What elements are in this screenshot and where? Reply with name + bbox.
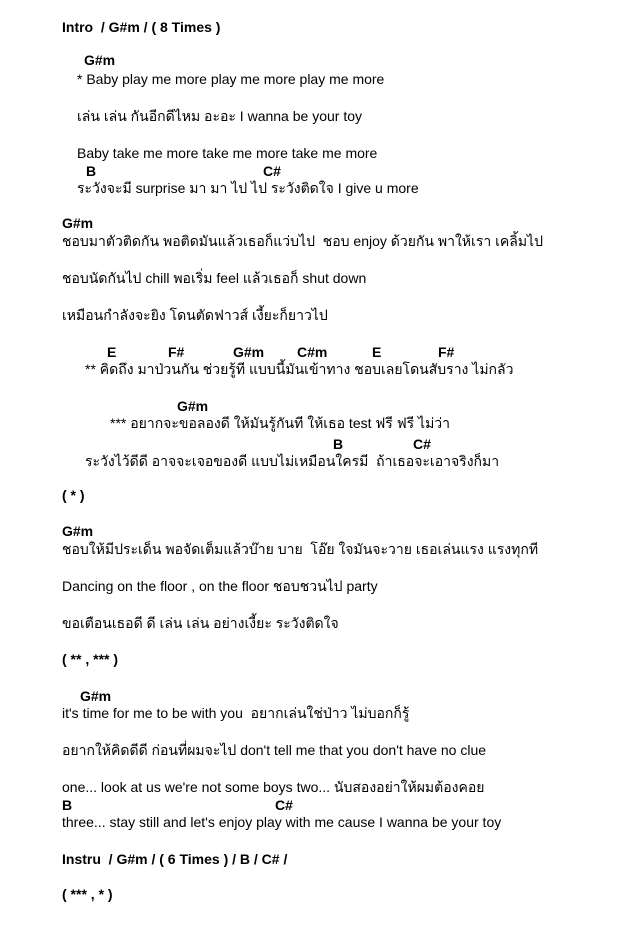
lyric-line: one... look at us we're not some boys two... นับสองอย่าให้ผมต้องคอย <box>62 779 485 795</box>
chord-label: G#m <box>233 344 265 360</box>
chord-row <box>0 688 620 705</box>
chord-row <box>0 215 620 232</box>
section-heading: Intro / G#m / ( 8 Times ) <box>62 19 221 35</box>
chord-label: B <box>333 436 344 452</box>
lyric-line: three... stay still and let's enjoy play with me cause I wanna be your toy <box>62 814 502 830</box>
chord-label: C# <box>263 163 281 179</box>
chord-row <box>0 436 620 453</box>
lyric-line: ระวังจะมี surprise มา มา ไป ไป ระวังติดใจ I give u more <box>77 180 419 196</box>
chord-label: E <box>372 344 382 360</box>
lyric-line: ระวังไว้ดีดี อาจจะเจอของดี แบบไม่เหมือนใครมี ถ้าเธอจะเอาจริงก็มา <box>85 453 500 469</box>
lyric-line: ชอบนัดกันไป chill พอเริ่ม feel แล้วเธอก็ shut down <box>62 270 367 286</box>
chord-label: G#m <box>62 523 94 539</box>
lyric-line: * Baby play me more play me more play me more <box>77 71 385 87</box>
lyric-line: เหมือนกำลังจะยิง โดนตัดฟาวส์ เงี้ยะก็ยาวไป <box>62 307 328 323</box>
lyric-line: Dancing on the floor , on the floor ชอบชวนไป party <box>62 578 378 594</box>
chord-label: C# <box>275 797 293 813</box>
chord-label: G#m <box>84 52 116 68</box>
chord-row <box>0 52 620 69</box>
lyric-line: เล่น เล่น กันอีกดีไหม อะอะ I wanna be your toy <box>77 108 362 124</box>
chord-label: G#m <box>62 215 94 231</box>
chord-label: B <box>86 163 97 179</box>
section-heading: ( *** , * ) <box>62 886 113 902</box>
chord-label: C#m <box>297 344 328 360</box>
chord-label: F# <box>438 344 455 360</box>
chord-row <box>0 797 620 814</box>
chord-label: F# <box>168 344 185 360</box>
lyric-line: *** อยากจะขอลองดี ให้มันรู้กันที ให้เธอ test ฟรี ฟรี ไม่ว่า <box>110 415 451 431</box>
section-heading: Instru / G#m / ( 6 Times ) / B / C# / <box>62 851 288 867</box>
chord-row <box>0 523 620 540</box>
lyric-line: ชอบมาตัวติดกัน พอติดมันแล้วเธอก็แว่บไป ชอบ enjoy ด้วยกัน พาให้เรา เคลิ้มไป <box>62 233 543 249</box>
chord-label: C# <box>413 436 431 452</box>
lyric-line: ชอบให้มีประเด็น พอจัดเต็มแล้วบ๊าย บาย โอ๊ย ใจมันจะวาย เธอเล่นแรง แรงทุกที <box>62 541 539 557</box>
lyric-line: Baby take me more take me more take me more <box>77 145 378 161</box>
chord-label: G#m <box>80 688 112 704</box>
chord-row <box>0 163 620 180</box>
chord-row <box>0 344 620 361</box>
chord-row <box>0 398 620 415</box>
lyric-line: ขอเตือนเธอดี ดี เล่น เล่น อย่างเงี้ยะ ระวังติดใจ <box>62 615 339 631</box>
chord-label: G#m <box>177 398 209 414</box>
lyric-line: อยากให้คิดดีดี ก่อนที่ผมจะไป don't tell me that you don't have no clue <box>62 742 487 758</box>
section-heading: ( * ) <box>62 487 85 503</box>
lyric-line: ** คิดถึง มาป่วนกัน ช่วยรู้ที แบบนี้มันเข้าทาง ชอบเลยโดนสับราง ไม่กลัว <box>85 361 514 377</box>
chord-label: E <box>107 344 117 360</box>
section-heading: ( ** , *** ) <box>62 651 119 667</box>
lyric-line: it's time for me to be with you อยากเล่นใช่ป่าว ไม่บอกก็รู้ <box>62 705 410 721</box>
chord-label: B <box>62 797 73 813</box>
